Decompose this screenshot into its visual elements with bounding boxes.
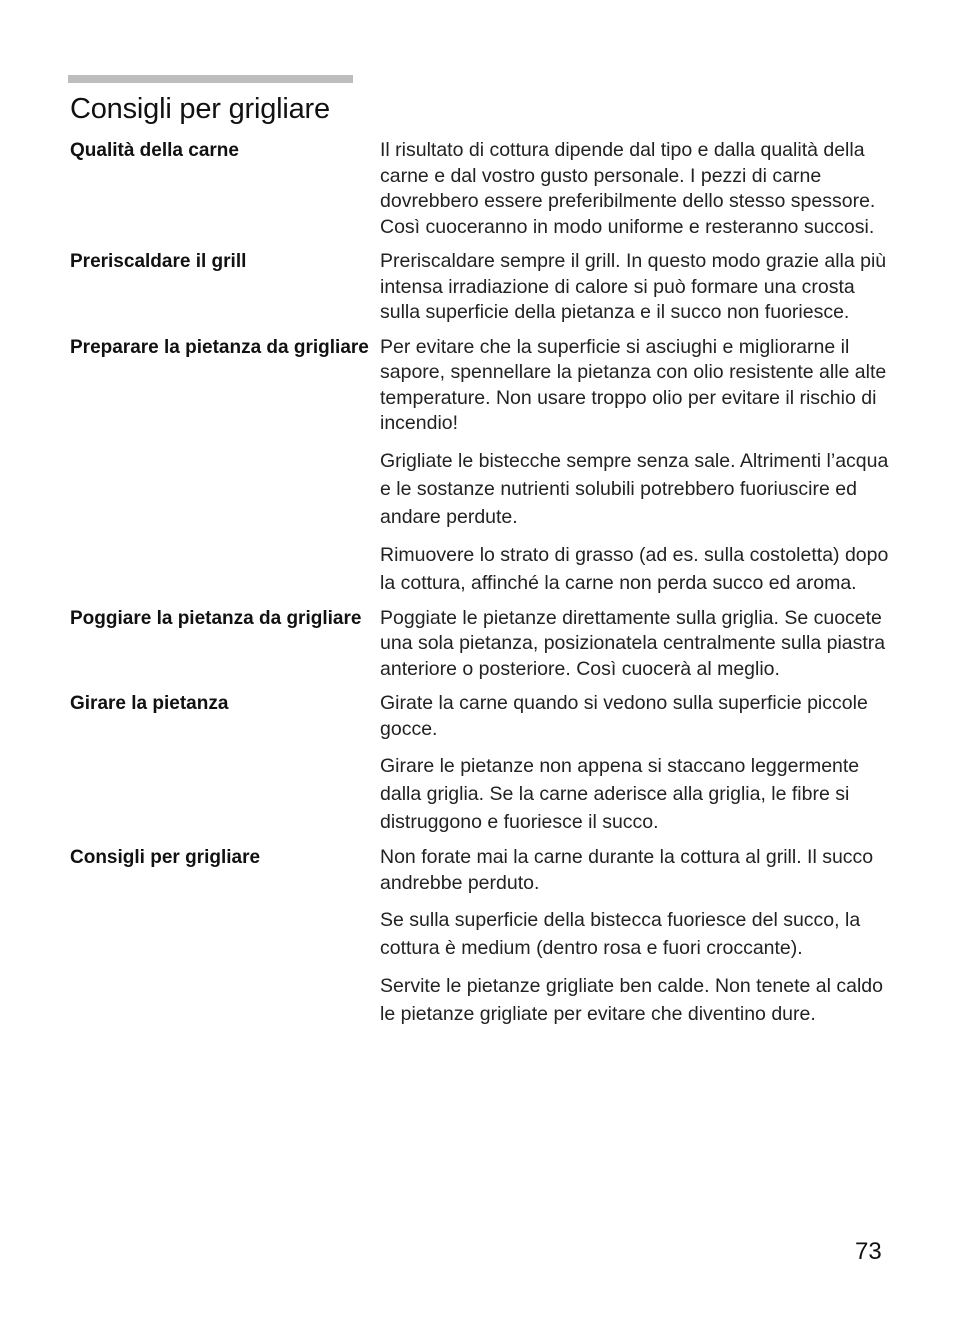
section-description <box>380 845 890 1028</box>
section-grilling-tips <box>70 845 890 1028</box>
section-place-food <box>70 606 890 683</box>
section-term: Poggiare la pietanza da grigliare <box>70 607 362 629</box>
section-paragraph: Girate la carne quando si vedono sulla superficie piccole gocce. <box>380 692 868 740</box>
section-paragraph: Il risultato di cottura dipende dal tipo e dalla qualità della carne e dal vostro gusto personale. I pezzi di carne dovrebbero essere preferibilmente dello stesso spessore. Così cuoceranno in modo uniforme e resteranno succosi. <box>380 139 876 238</box>
section-preheat-grill <box>70 249 890 326</box>
section-meat-quality <box>70 138 890 240</box>
section-paragraph: Non forate mai la carne durante la cottura al grill. Il succo andrebbe perduto. <box>380 846 874 894</box>
section-description <box>380 249 890 326</box>
section-term: Preparare la pietanza da grigliare <box>70 336 369 358</box>
section-paragraph: Preriscaldare sempre il grill. In questo modo grazie alla più intensa irradiazione di calore si può formare una crosta sulla superficie della pietanza e il succo non fuoriesce. <box>380 250 887 323</box>
section-term: Preriscaldare il grill <box>70 251 247 272</box>
section-term: Consigli per grigliare <box>70 847 261 868</box>
section-paragraph: Grigliate le bistecche sempre senza sale. Altrimenti l’acqua e le sostanze nutrienti solubili potrebbero fuoriuscire ed andare perdute. <box>380 449 889 528</box>
section-paragraph: Servite le pietanze grigliate ben calde. Non tenete al caldo le pietanze grigliate per evitare che diventino dure. <box>380 975 883 1025</box>
section-description <box>380 691 890 836</box>
section-paragraph: Per evitare che la superficie si asciughi e migliorarne il sapore, spennellare la pietanza con olio resistente alle alte temperature. Non usare troppo olio per evitare il rischio di incendio! <box>380 335 887 434</box>
section-description <box>380 335 890 597</box>
page-number: 73 <box>855 1238 882 1265</box>
section-paragraph: Girare le pietanze non appena si staccano leggermente dalla griglia. Se la carne aderisce alla griglia, le fibre si distruggono e fuoriesce il succo. <box>380 755 860 833</box>
section-turn-food <box>70 691 890 836</box>
section-paragraph: Se sulla superficie della bistecca fuoriesce del succo, la cottura è medium (dentro rosa e fuori croccante). <box>380 909 861 959</box>
section-paragraph: Poggiate le pietanze direttamente sulla griglia. Se cuocete una sola pietanza, posizionatela centralmente sulla piastra anteriore o posteriore. Così cuocerà al meglio. <box>380 606 886 680</box>
section-paragraph: Rimuovere lo strato di grasso (ad es. sulla costoletta) dopo la cottura, affinché la carne non perda succo ed aroma. <box>380 543 889 594</box>
section-description <box>380 138 890 240</box>
section-description <box>380 606 890 683</box>
tips-list <box>70 138 890 1037</box>
header-rule <box>68 75 353 83</box>
section-term: Girare la pietanza <box>70 693 229 714</box>
section-prepare-food <box>70 335 890 597</box>
page-title: Consigli per grigliare <box>70 93 330 125</box>
section-term: Qualità della carne <box>70 140 239 161</box>
